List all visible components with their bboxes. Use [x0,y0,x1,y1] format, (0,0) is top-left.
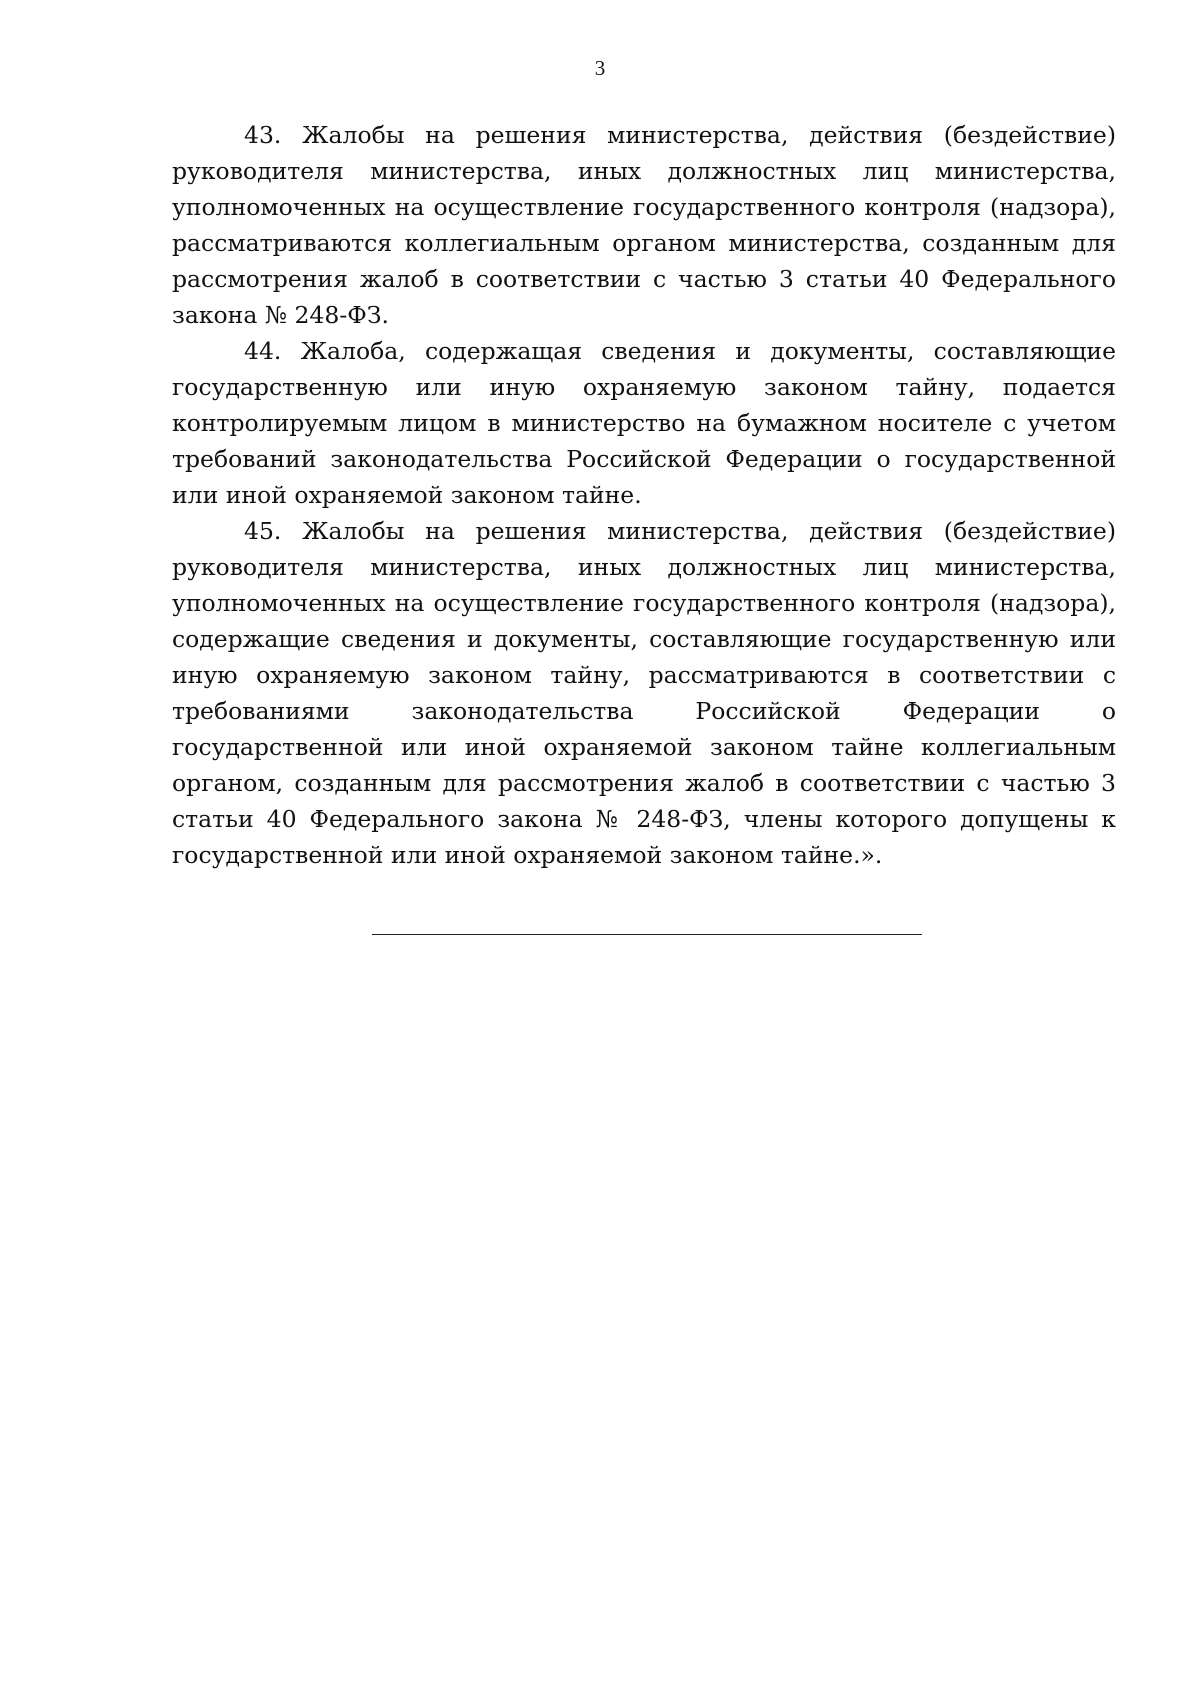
page-number: 3 [594,56,606,80]
document-body [172,117,1116,873]
paragraph-45: 45. Жалобы на решения министерства, действия (бездействие) руководителя министерства, иных должностных лиц министерства, уполномоченных на осуществление государственного контроля (надзора), содержащие сведения и документы, составляющие государственную или иную охраняемую законом тайну, рассматриваются в соответствии с требованиями законодательства Российской Федерации о государственной или иной охраняемой законом тайне коллегиальным органом, созданным для рассмотрения жалоб в соответствии с частью 3 статьи 40 Федерального закона № 248-ФЗ, члены которого допущены к государственной или иной охраняемой законом тайне.». [172,517,1116,869]
paragraph-43: 43. Жалобы на решения министерства, действия (бездействие) руководителя министерства, иных должностных лиц министерства, уполномоченных на осуществление государственного контроля (надзора), рассматриваются коллегиальным органом министерства, созданным для рассмотрения жалоб в соответствии с частью 3 статьи 40 Федерального закона № 248-ФЗ. [172,121,1116,329]
paragraph-44: 44. Жалоба, содержащая сведения и документы, составляющие государственную или иную охраняемую законом тайну, подается контролируемым лицом в министерство на бумажном носителе с учетом требований законодательства Российской Федерации о государственной или иной охраняемой законом тайне. [172,337,1116,509]
closing-divider-line [372,934,922,935]
